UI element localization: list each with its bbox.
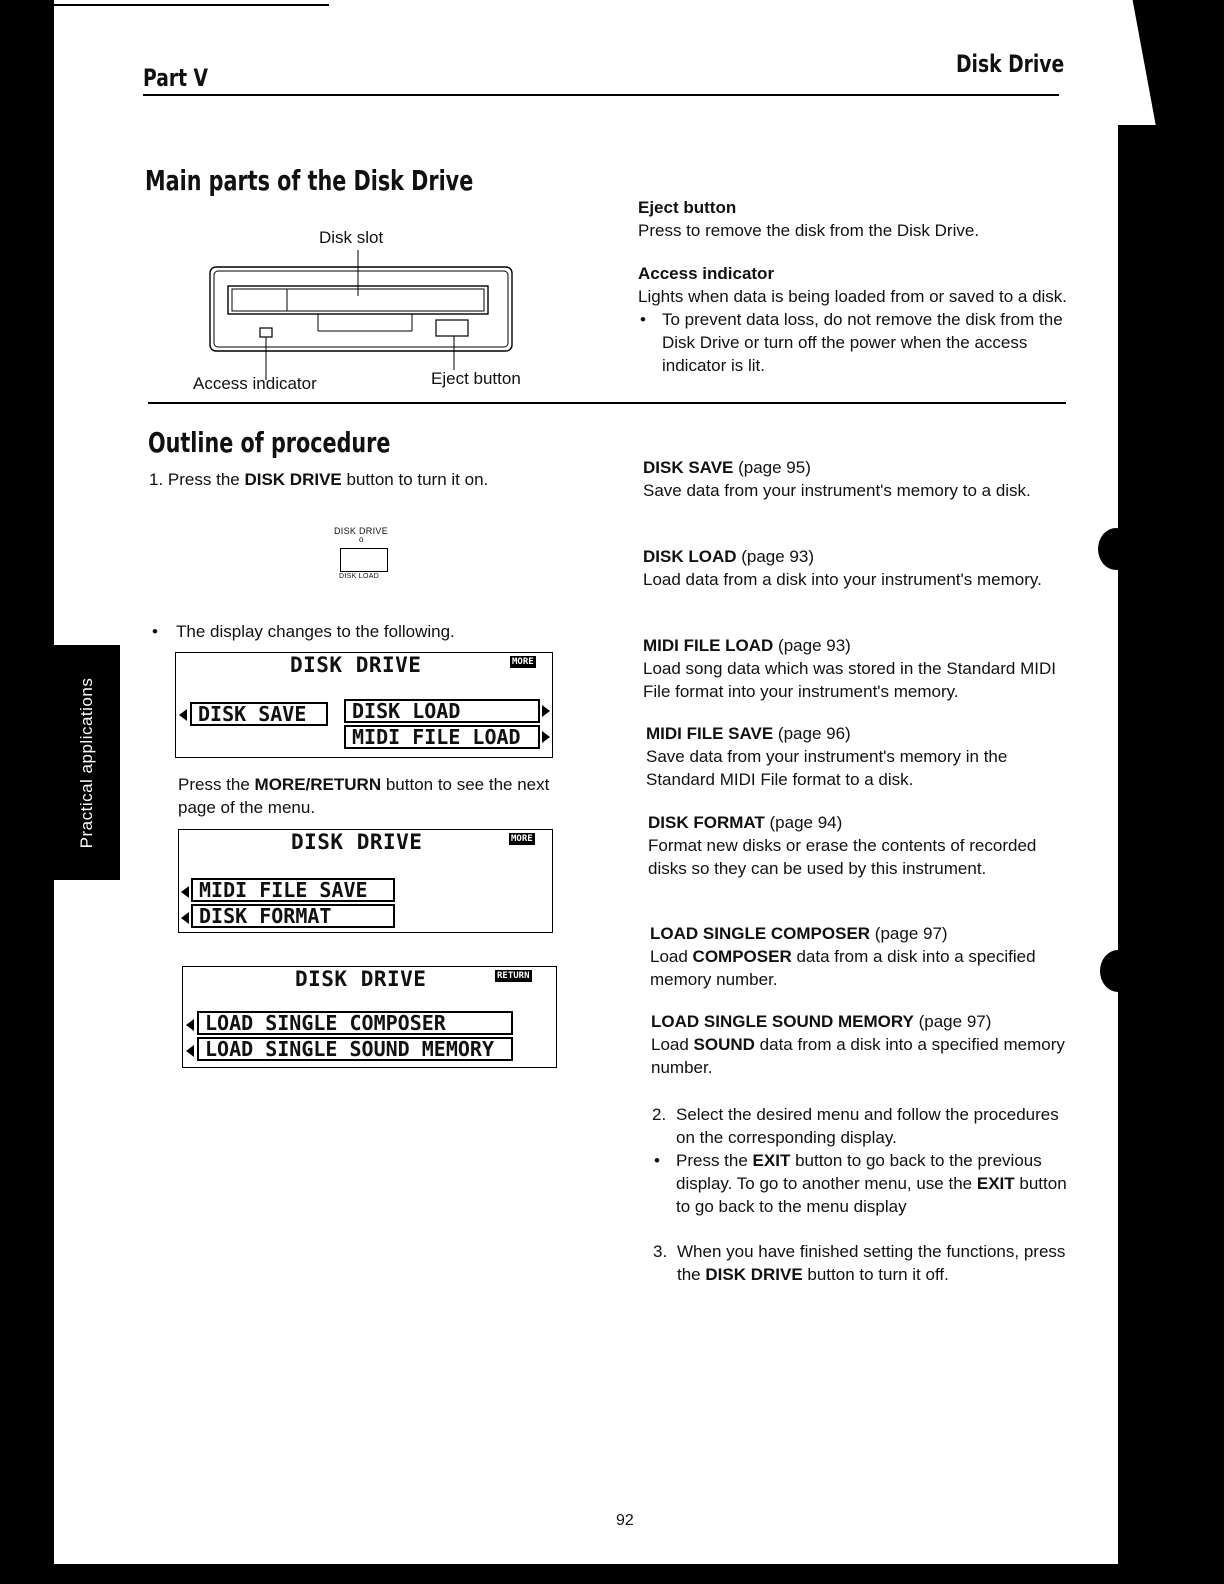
menu-desc xyxy=(650,945,1080,991)
menu-term: DISK LOAD xyxy=(643,547,737,566)
access-desc: Lights when data is being loaded from or saved to a disk. xyxy=(638,287,1068,306)
disk-slot-label: Disk slot xyxy=(319,228,384,247)
scan-border-right xyxy=(1118,125,1160,1584)
scan-border-right-outer xyxy=(1160,0,1224,1584)
menu-term: MIDI FILE LOAD xyxy=(643,636,774,655)
section-rule xyxy=(148,402,1066,404)
menu-entry-load-single-sound-memory xyxy=(651,1010,1081,1079)
step-3-text-end: button to turn it off. xyxy=(802,1265,949,1284)
menu-desc-bold: SOUND xyxy=(693,1035,755,1054)
step-3-text: When you have finished setting the functions, press the xyxy=(677,1242,1066,1284)
access-description xyxy=(638,262,1068,377)
step-1 xyxy=(149,468,589,491)
more-badge: MORE xyxy=(512,657,534,667)
menu-page: (page 95) xyxy=(733,458,811,477)
lcd-title: DISK DRIVE xyxy=(290,653,422,677)
menu-page: (page 97) xyxy=(913,1012,992,1031)
step-3-number: 3. xyxy=(653,1242,668,1261)
exit-bold: EXIT xyxy=(752,1151,791,1170)
menu-entry-midi-file-load xyxy=(643,634,1073,703)
step-3 xyxy=(653,1240,1083,1286)
menu-desc-text: Load xyxy=(650,947,693,966)
lcd-option-disk-save[interactable]: DISK SAVE xyxy=(190,702,328,726)
menu-desc: Save data from your instrument's memory in the Standard MIDI File format to a disk. xyxy=(646,747,1008,789)
left-arrow-icon xyxy=(181,912,189,924)
side-tab xyxy=(54,645,120,880)
menu-term: LOAD SINGLE COMPOSER xyxy=(650,924,871,943)
menu-desc-text: Load xyxy=(651,1035,694,1054)
step-2 xyxy=(652,1103,1082,1218)
left-arrow-icon xyxy=(181,886,189,898)
button-led: o xyxy=(359,535,364,544)
menu-desc-text-end: data from a disk into a specified memory number. xyxy=(651,1035,1065,1077)
scan-border-left xyxy=(0,0,54,1584)
bullet: • xyxy=(654,1151,660,1170)
menu-entry-midi-file-save xyxy=(646,722,1076,791)
eject-desc: Press to remove the disk from the Disk Drive. xyxy=(638,221,980,240)
lcd-option-load-single-composer[interactable]: LOAD SINGLE COMPOSER xyxy=(197,1011,513,1035)
menu-term: MIDI FILE SAVE xyxy=(646,724,774,743)
eject-description xyxy=(638,196,1068,242)
main-parts-title: Main parts of the Disk Drive xyxy=(145,164,474,197)
more-note-text: Press the xyxy=(178,775,255,794)
scan-top-line xyxy=(54,4,329,6)
section-label: Disk Drive xyxy=(956,50,1065,78)
scan-border-bottom xyxy=(0,1564,1224,1584)
menu-term: LOAD SINGLE SOUND MEMORY xyxy=(651,1012,914,1031)
lcd-option-midi-file-save[interactable]: MIDI FILE SAVE xyxy=(191,878,395,902)
menu-page: (page 97) xyxy=(870,924,948,943)
binder-hole xyxy=(1100,950,1136,992)
menu-page: (page 94) xyxy=(764,813,843,832)
step-2-bullet-text: Press the xyxy=(676,1151,753,1170)
lcd-option-midi-file-load[interactable]: MIDI FILE LOAD xyxy=(344,725,540,749)
lcd-option-load-single-sound-memory[interactable]: LOAD SINGLE SOUND MEMORY xyxy=(197,1037,513,1061)
menu-entry-disk-save xyxy=(643,456,1073,502)
bullet: • xyxy=(152,622,158,641)
scan-border-right-top xyxy=(1120,0,1162,125)
step-2-number: 2. xyxy=(652,1105,667,1124)
button-top-label: DISK DRIVE xyxy=(334,526,389,536)
eject-term: Eject button xyxy=(638,198,737,217)
access-note: To prevent data loss, do not remove the disk from the Disk Drive or turn off the power when the access indicator is lit. xyxy=(662,310,1063,375)
side-tab-label: Practical applications xyxy=(77,677,96,848)
step-3-bold: DISK DRIVE xyxy=(705,1265,803,1284)
page-number: 92 xyxy=(616,1512,634,1529)
access-indicator-label: Access indicator xyxy=(193,374,317,393)
left-arrow-icon xyxy=(186,1045,194,1057)
disk-drive-button[interactable] xyxy=(340,548,388,572)
lcd-title: DISK DRIVE xyxy=(295,967,427,991)
more-note-text-end: button to see the next page of the menu. xyxy=(178,775,550,817)
display-note-text: The display changes to the following. xyxy=(176,622,455,641)
outline-title: Outline of procedure xyxy=(148,426,391,459)
right-arrow-icon xyxy=(542,731,550,743)
binder-hole xyxy=(1098,528,1134,570)
lcd-screen-3 xyxy=(182,966,557,1068)
menu-entry-disk-format xyxy=(648,811,1078,880)
right-arrow-icon xyxy=(542,705,550,717)
lcd-title: DISK DRIVE xyxy=(291,830,423,854)
exit-bold: EXIT xyxy=(976,1174,1015,1193)
menu-term: DISK SAVE xyxy=(643,458,734,477)
header-rule xyxy=(143,94,1059,96)
step-1-number: 1. xyxy=(149,470,164,489)
display-note xyxy=(152,620,616,643)
menu-page: (page 93) xyxy=(736,547,814,566)
part-label: Part V xyxy=(143,64,209,92)
button-bottom-label: DISK LOAD xyxy=(339,573,380,580)
menu-desc-text-end: data from a disk into a specified memory number. xyxy=(650,947,1036,989)
lcd-option-disk-format[interactable]: DISK FORMAT xyxy=(191,904,395,928)
return-badge: RETURN xyxy=(497,971,530,981)
step-1-text: Press the xyxy=(167,470,245,489)
more-return-bold: MORE/RETURN xyxy=(254,775,382,794)
bullet: • xyxy=(640,310,646,329)
lcd-option-disk-load[interactable]: DISK LOAD xyxy=(344,699,540,723)
lcd-screen-1 xyxy=(175,652,553,758)
menu-desc: Load song data which was stored in the Standard MIDI File format into your instrument's memory. xyxy=(643,659,1056,701)
step-1-text-end: button to turn it on. xyxy=(341,470,489,489)
more-badge: MORE xyxy=(511,834,533,844)
eject-button-label: Eject button xyxy=(431,369,521,388)
step-1-bold: DISK DRIVE xyxy=(244,470,342,489)
menu-desc: Load data from a disk into your instrument's memory. xyxy=(643,570,1042,589)
menu-entry-load-single-composer xyxy=(650,922,1080,991)
menu-page: (page 93) xyxy=(773,636,851,655)
step-2-bullet-end: button to go back to the menu display xyxy=(676,1174,1067,1216)
menu-entry-disk-load xyxy=(643,545,1073,591)
step-2-text: Select the desired menu and follow the procedures on the corresponding display. xyxy=(676,1105,1059,1147)
access-term: Access indicator xyxy=(638,264,775,283)
more-return-note xyxy=(178,773,588,819)
left-arrow-icon xyxy=(179,709,187,721)
menu-page: (page 96) xyxy=(773,724,851,743)
menu-desc-bold: COMPOSER xyxy=(692,947,792,966)
step-2-bullet-mid: button to go back to the previous display. To go to another menu, use the xyxy=(676,1151,1042,1193)
menu-desc: Format new disks or erase the contents of recorded disks so they can be used by this instrument. xyxy=(648,836,1037,878)
lcd-screen-2 xyxy=(178,829,553,933)
menu-term: DISK FORMAT xyxy=(648,813,765,832)
menu-desc xyxy=(651,1033,1081,1079)
menu-desc: Save data from your instrument's memory to a disk. xyxy=(643,481,1031,500)
left-arrow-icon xyxy=(186,1019,194,1031)
